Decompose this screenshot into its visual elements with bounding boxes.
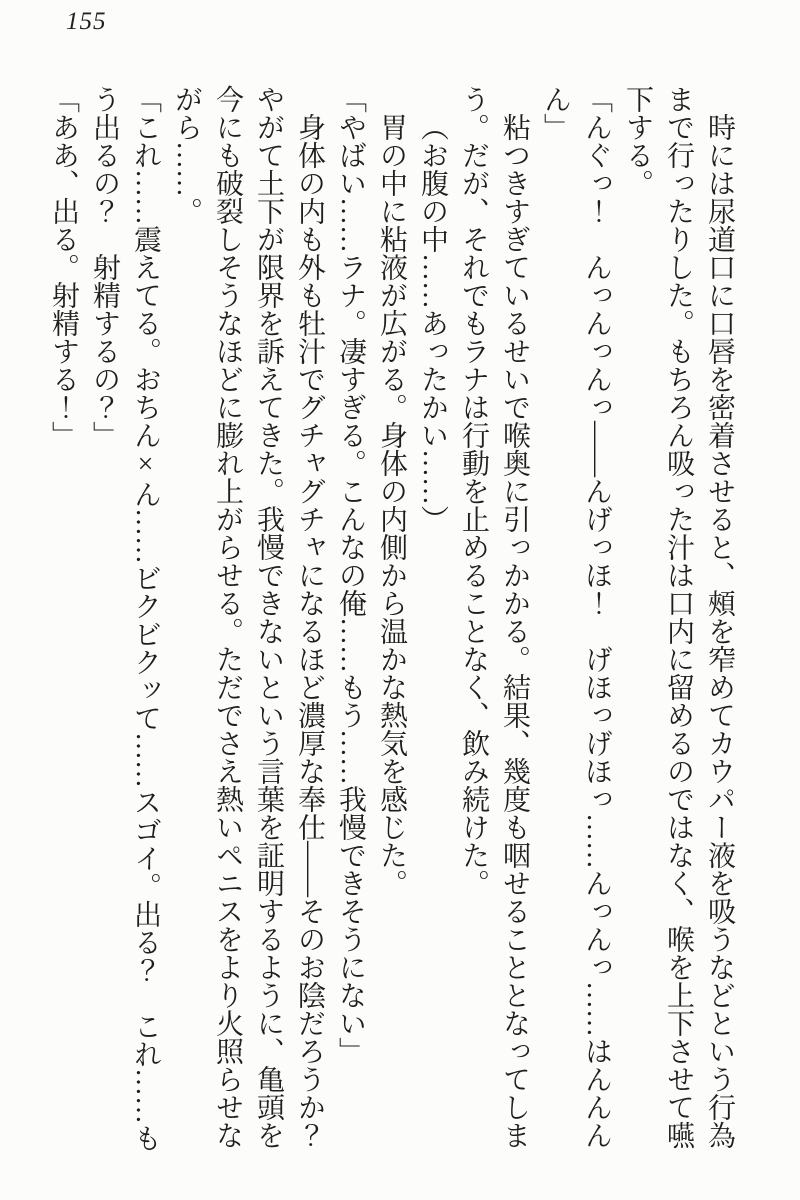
text-line: 下する。 (622, 85, 653, 197)
text-line: （お腹の中……あったかい……） (417, 113, 448, 533)
text-line: う。だが、それでもラナは行動を止めることなく、飲み続けた。 (458, 85, 489, 897)
text-line: 胃の中に粘液が広がる。身体の内側から温かな熱気を感じた。 (376, 113, 407, 897)
text-line: う出るの？ 射精するの？」 (89, 85, 120, 449)
text-line: やがて土下が限界を訴えてきた。我慢できないという言葉を証明するように、亀頭を (253, 85, 284, 1149)
text-line: 「ああ、出る。射精する！」 (48, 85, 79, 449)
text-line: 時には尿道口に口唇を密着させると、頰を窄めてカウパー液を吸うなどという行為 (704, 113, 735, 1149)
page-number: 155 (66, 8, 107, 35)
text-line: 身体の内も外も牡汁でグチャグチャになるほど濃厚な奉仕――そのお陰だろうか？ (294, 113, 325, 1149)
text-line: 「んぐっ！ んっんっんっ――んげっほ！ げほっげほっ……んっんっ……はんんん (581, 85, 612, 1149)
text-line: がら……。 (171, 85, 202, 225)
text-line: ん」 (540, 85, 571, 141)
text-line: まで行ったりした。もちろん吸った汁は口内に留めるのではなく、喉を上下させて嚥 (663, 85, 694, 1149)
text-line: 粘つきすぎているせいで喉奥に引っかかる。結果、幾度も咽せることとなってしま (499, 113, 530, 1149)
vertical-text-area (43, 85, 740, 1152)
text-line: 「やばい……ラナ。凄すぎる。こんなの俺……もう……我慢できそうにない」 (335, 85, 366, 1065)
text-line: 「これ……震えてる。おちん×ん……ビクビクッて……スゴイ。出る？ これ……も (130, 85, 161, 1152)
text-line: 今にも破裂しそうなほどに膨れ上がらせる。ただでさえ熱いペニスをより火照らせな (212, 85, 243, 1149)
